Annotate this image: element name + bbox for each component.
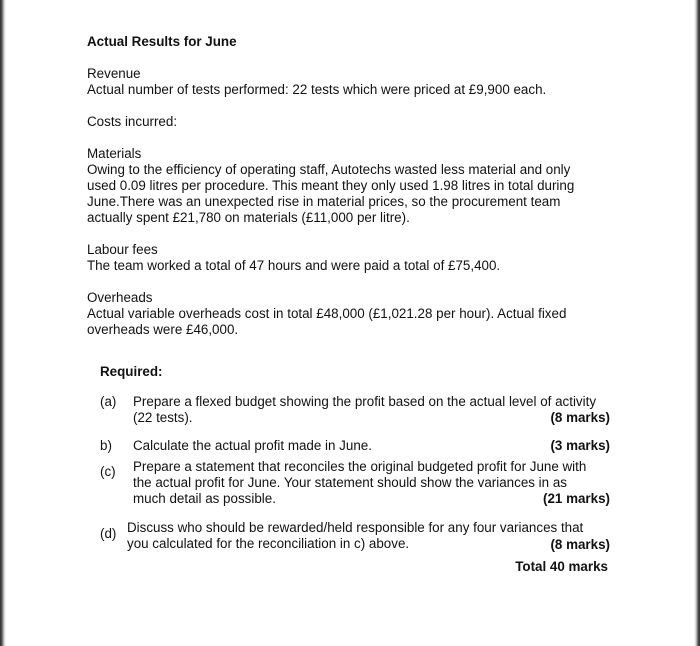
question-b [100, 438, 610, 454]
question-marks: (3 marks) [550, 438, 610, 453]
materials-line: actually spent £21,780 on materials (£11,000 per litre). [87, 210, 410, 225]
question-a [100, 394, 610, 426]
question-label: b) [100, 438, 112, 453]
question-line: Prepare a flexed budget showing the profit based on the actual level of activity [133, 394, 597, 409]
materials-heading: Materials [87, 146, 142, 161]
required-heading: Required: [100, 364, 163, 379]
question-marks: (8 marks) [550, 410, 610, 425]
document-body [87, 34, 612, 338]
question-d [100, 520, 610, 552]
total-marks: Total 40 marks [515, 559, 608, 574]
revenue-heading: Revenue [87, 66, 141, 81]
question-line: Calculate the actual profit made in June. [133, 438, 372, 453]
question-line: much detail as possible. [133, 491, 276, 506]
question-line: Prepare a statement that reconciles the original budgeted profit for June with [133, 459, 587, 474]
overheads-line: overheads were £46,000. [87, 322, 239, 337]
overheads-line: Actual variable overheads cost in total £48,000 (£1,021.28 per hour). Actual fixed [87, 306, 567, 321]
labour-section [87, 242, 612, 274]
question-marks: (21 marks) [543, 491, 610, 506]
revenue-section [87, 66, 612, 98]
overheads-section [87, 290, 612, 338]
materials-line: June.There was an unexpected rise in material prices, so the procurement team [87, 194, 561, 209]
materials-line: used 0.09 litres per procedure. This meant they only used 1.98 litres in total during [87, 178, 575, 193]
materials-section [87, 146, 612, 226]
question-c [100, 459, 610, 507]
question-label: (d) [100, 526, 117, 541]
question-line: Discuss who should be rewarded/held responsible for any four variances that [127, 520, 584, 535]
costs-heading: Costs incurred: [87, 114, 178, 129]
question-label: (c) [100, 464, 116, 479]
question-line: you calculated for the reconciliation in c) above. [127, 536, 410, 551]
materials-line: Owing to the efficiency of operating staff, Autotechs wasted less material and only [87, 162, 571, 177]
question-label: (a) [100, 394, 117, 409]
labour-heading: Labour fees [87, 242, 158, 257]
question-marks: (8 marks) [550, 537, 610, 552]
overheads-heading: Overheads [87, 290, 153, 305]
question-line: the actual profit for June. Your statement should show the variances in as [133, 475, 567, 490]
labour-text: The team worked a total of 47 hours and were paid a total of £75,400. [87, 258, 501, 273]
page-edge-left [0, 0, 6, 646]
document-title: Actual Results for June [87, 34, 237, 49]
revenue-text: Actual number of tests performed: 22 tests which were priced at £9,900 each. [87, 82, 547, 97]
question-line: (22 tests). [133, 410, 193, 425]
page-edge-right [694, 0, 700, 646]
